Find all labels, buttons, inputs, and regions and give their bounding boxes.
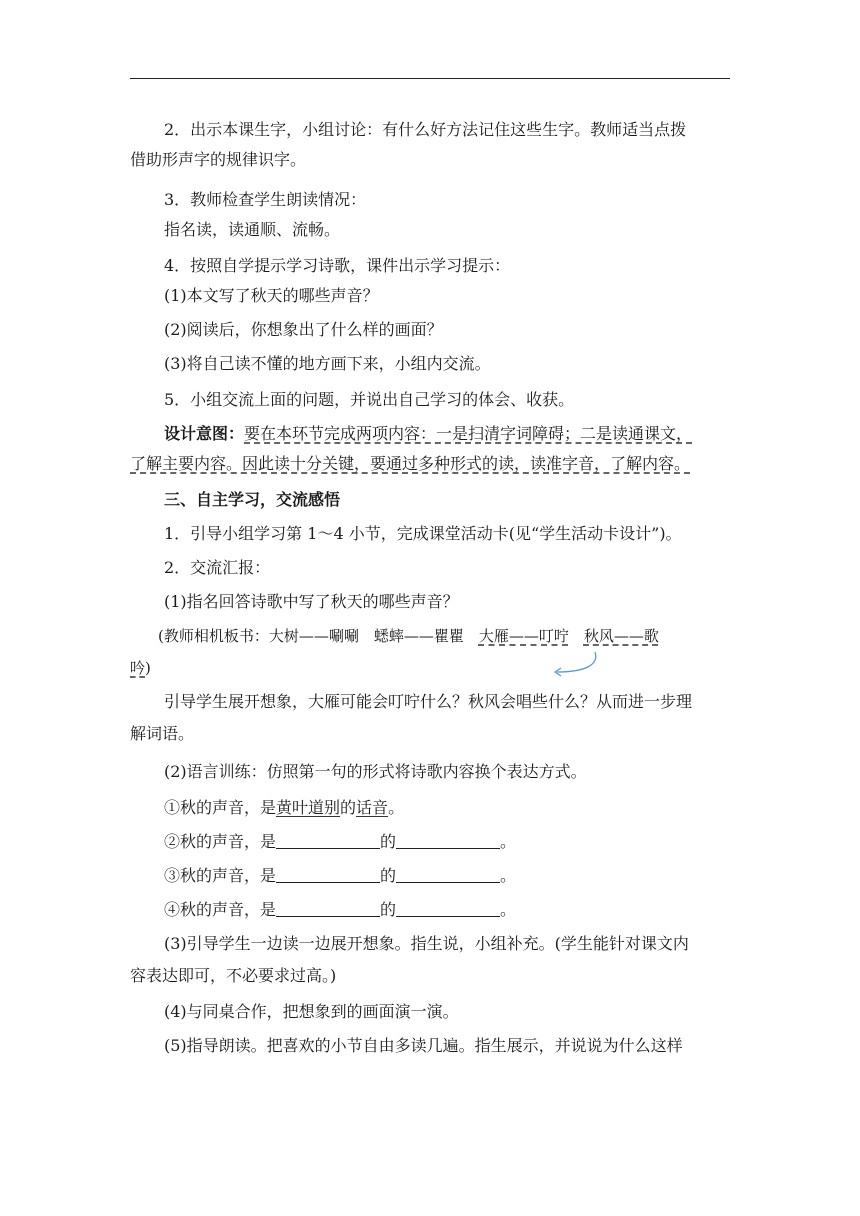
step-4: (4)与同桌合作，把想象到的画面演一演。 (164, 1002, 459, 1021)
section-heading-3: 三、自主学习，交流感悟 (164, 490, 341, 509)
step-1: 1．引导小组学习第 1～4 小节，完成课堂活动卡(见“学生活动卡设计”)。 (164, 524, 682, 543)
example-1-blank-2: 话音 (356, 798, 389, 817)
paragraph-5: 5．小组交流上面的问题，并说出自己学习的体会、收获。 (164, 390, 575, 409)
board-wind: 秋风——歌 (583, 627, 659, 645)
step-2-q1: (1)指名回答诗歌中写了秋天的哪些声音？ (164, 592, 459, 611)
exercise-2-blank-2[interactable] (396, 833, 500, 849)
design-intent-text-a: 要在本环节完成两项内容：一是扫清字词障碍；二是读通课文， (244, 424, 693, 443)
board-close: ) (145, 659, 151, 677)
design-intent-label: 设计意图： (164, 424, 245, 443)
prompt-2: (2)阅读后，你想象出了什么样的画面？ (164, 320, 443, 339)
step-3-line-1: (3)引导学生一边读一边展开想象。指生说，小组补充。(学生能针对课文内 (164, 934, 689, 953)
exercise-3-blank-2[interactable] (396, 867, 500, 883)
blackboard-notes (158, 626, 730, 646)
exercise-3-end: 。 (500, 866, 517, 885)
exercise-2-prefix: ②秋的声音，是 (164, 832, 277, 851)
example-1 (164, 798, 730, 818)
exercise-2-blank-1[interactable] (276, 833, 380, 849)
step-2: 2．交流汇报： (164, 558, 271, 577)
language-training: (2)语言训练：仿照第一句的形式将诗歌内容换个表达方式。 (164, 762, 587, 781)
paragraph-4: 4．按照自学提示学习诗歌，课件出示学习提示： (164, 256, 511, 275)
paragraph-3: 3．教师检查学生朗读情况： (164, 190, 367, 209)
curved-arrow-icon (547, 650, 607, 680)
exercise-2-mid: 的 (380, 832, 397, 851)
example-1-mid: 的 (340, 798, 357, 817)
exercise-3-prefix: ③秋的声音，是 (164, 866, 277, 885)
exercise-4-mid: 的 (380, 900, 397, 919)
board-prefix: (教师相机板书：大树——唰唰 蟋蟀——瞿瞿 (158, 627, 479, 645)
paragraph-2a: 2．出示本课生字，小组讨论：有什么好方法记住这些生字。教师适当点拨 (164, 120, 687, 139)
exercise-4-blank-1[interactable] (276, 901, 380, 917)
step-5: (5)指导朗读。把喜欢的小节自由多读几遍。指生展示，并说说为什么这样 (164, 1036, 683, 1055)
exercise-4-end: 。 (500, 900, 517, 919)
imagination-line-2: 解词语。 (130, 724, 195, 743)
exercise-2 (164, 832, 730, 852)
design-intent-line-2 (130, 454, 730, 474)
example-1-end: 。 (388, 798, 405, 817)
prompt-3: (3)将自己读不懂的地方画下来，小组内交流。 (164, 354, 491, 373)
example-1-prefix: ①秋的声音，是 (164, 798, 277, 817)
step-3-line-2: 容表达即可，不必要求过高。) (130, 966, 337, 985)
board-gap (569, 627, 584, 645)
exercise-4-blank-2[interactable] (396, 901, 500, 917)
paragraph-2b: 借助形声字的规律识字。 (130, 150, 307, 169)
imagination-line-1: 引导学生展开想象，大雁可能会叮咛什么？秋风会唱些什么？从而进一步理 (164, 692, 693, 711)
board-cont: 吟 (130, 659, 146, 677)
exercise-2-end: 。 (500, 832, 517, 851)
design-intent-text-b: 了解主要内容。因此读十分关键，要通过多种形式的读，读准字音，了解内容。 (130, 454, 691, 473)
exercise-4 (164, 900, 730, 920)
blackboard-notes-cont (130, 658, 730, 678)
paragraph-3-detail: 指名读，读通顺、流畅。 (164, 220, 341, 239)
exercise-3-mid: 的 (380, 866, 397, 885)
header-rule (130, 78, 730, 79)
design-intent-line-1 (164, 424, 730, 444)
board-geese: 大雁——叮咛 (478, 627, 569, 645)
example-1-blank-1: 黄叶道别 (276, 798, 341, 817)
exercise-3 (164, 866, 730, 886)
prompt-1: (1)本文写了秋天的哪些声音？ (164, 286, 379, 305)
exercise-4-prefix: ④秋的声音，是 (164, 900, 277, 919)
exercise-3-blank-1[interactable] (276, 867, 380, 883)
